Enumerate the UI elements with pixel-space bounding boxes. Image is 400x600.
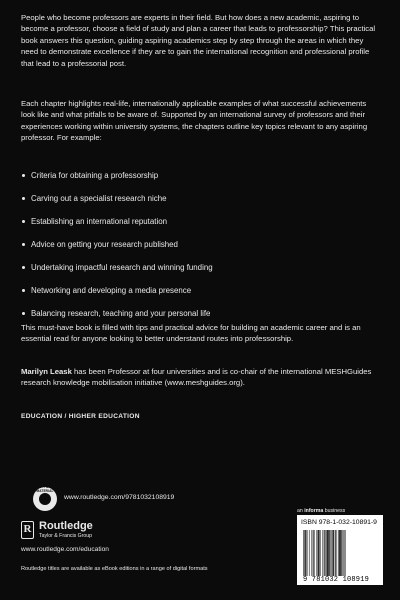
routledge-logo-icon: R: [21, 521, 34, 539]
list-item-text: Balancing research, teaching and your personal life: [31, 309, 211, 318]
ebook-note: Routledge titles are available as eBook editions in a range of digital formats: [21, 566, 208, 572]
publisher-education-link[interactable]: www.routledge.com/education: [21, 546, 109, 553]
bullet-icon: [22, 266, 25, 269]
barcode-bar: [313, 530, 314, 576]
barcode-bar: [332, 530, 333, 576]
author-name: Marilyn Leask: [21, 367, 72, 376]
support-badge-label: SUPPORT MATERIAL: [36, 485, 54, 493]
list-item: [21, 216, 379, 239]
isbn-barcode-box: [297, 515, 383, 585]
bullet-icon: [22, 312, 25, 315]
blurb-paragraph-1: People who become professors are experts in their field. But how does a new academic, aspiring to become a professor, choose a field of study and plan a career that leads to professorship? This practical book answers this question, guiding aspiring academics step by step through the areas in which they need to demonstrate excellence if they are to gain the international recognition and professional profile that lead to a professorial post.: [21, 13, 376, 68]
blurb-paragraph-2: Each chapter highlights real-life, internationally applicable examples of what successful achievements look like and what pitfalls to be aware of. Supported by an international survey of professors and their experiences working within university systems, the chapters outline key topics relevant to any aspiring professor. For example:: [21, 99, 368, 143]
barcode-icon: [303, 530, 346, 576]
barcode-bar: [318, 530, 319, 576]
barcode-bar: [335, 530, 336, 576]
author-bio-text: has been Professor at four universities and is co-chair of the international MESHGuides research knowledge mobilisation initiative (www.meshguides.org).: [21, 367, 372, 388]
blurb-paragraph-3: This must-have book is filled with tips and practical advice for building an academic career and is an essential read for anyone looking to better understand routes into professorship.: [21, 323, 361, 344]
topic-list: [21, 170, 379, 331]
publisher-name: Routledge: [39, 520, 93, 532]
list-item-text: Advice on getting your research published: [31, 240, 178, 249]
author-bio: [21, 366, 379, 389]
support-material-icon: [33, 487, 57, 511]
subject-category: EDUCATION / HIGHER EDUCATION: [21, 413, 140, 420]
list-item: [21, 170, 379, 193]
list-item-text: Networking and developing a media presence: [31, 286, 192, 295]
bullet-icon: [22, 220, 25, 223]
list-item: [21, 193, 379, 216]
bullet-icon: [22, 289, 25, 292]
list-item-text: Undertaking impactful research and winning funding: [31, 263, 213, 272]
bullet-icon: [22, 243, 25, 246]
isbn-digits: 9 781032 108919: [303, 576, 370, 584]
bullet-icon: [22, 197, 25, 200]
bullet-icon: [22, 174, 25, 177]
barcode-bar: [327, 530, 328, 576]
barcode-bar: [328, 530, 329, 576]
list-item-text: Carving out a specialist research niche: [31, 194, 167, 203]
barcode-bar: [339, 530, 340, 576]
isbn-label: ISBN 978-1-032-10891-9: [301, 519, 377, 526]
list-item: [21, 239, 379, 262]
barcode-bar: [340, 530, 341, 576]
barcode-bar: [324, 530, 325, 576]
publisher-group: Taylor & Francis Group: [39, 533, 93, 539]
barcode-bar: [305, 530, 306, 576]
informa-business-tag: an informa business: [297, 508, 346, 514]
list-item: [21, 285, 379, 308]
list-item-text: Establishing an international reputation: [31, 217, 167, 226]
support-material-link[interactable]: www.routledge.com/9781032108919: [64, 494, 175, 501]
list-item: [21, 262, 379, 285]
list-item-text: Criteria for obtaining a professorship: [31, 171, 159, 180]
